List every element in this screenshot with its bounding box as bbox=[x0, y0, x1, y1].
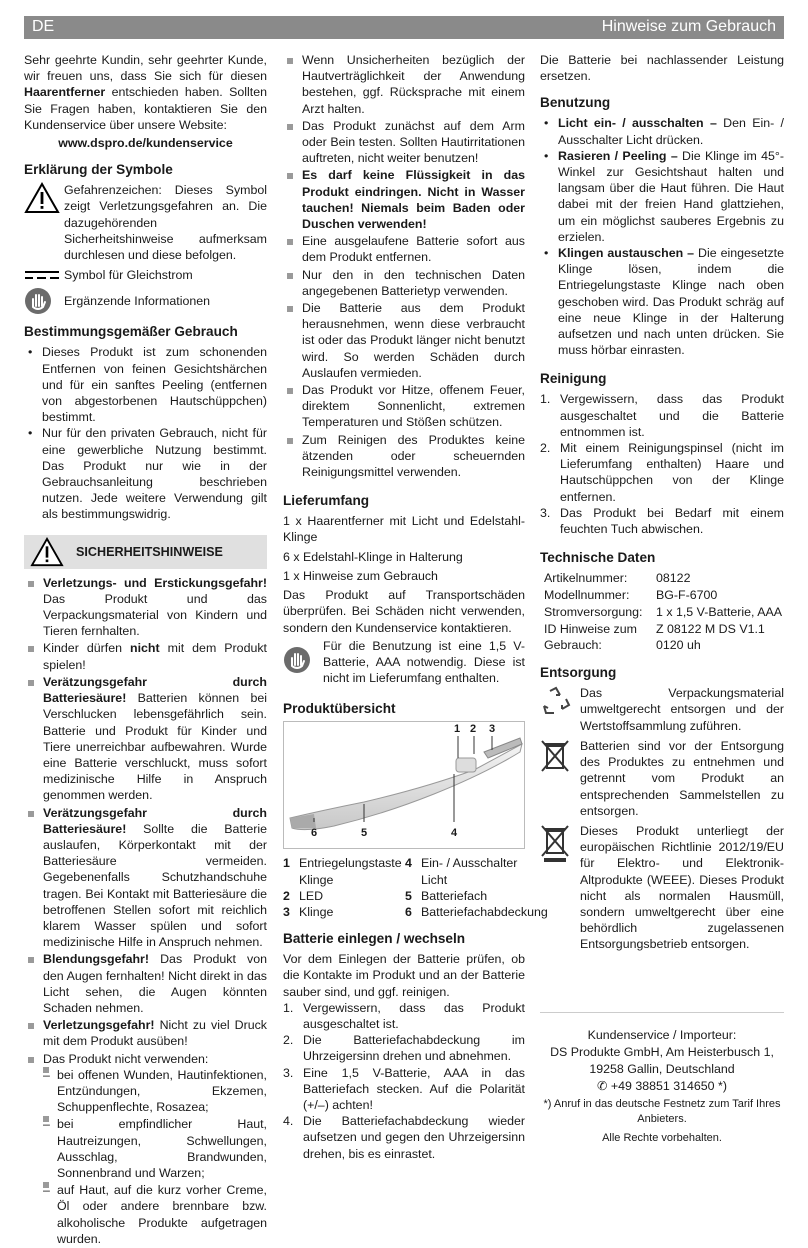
list-item: Verletzungs- und Erstickungsgefahr! Das Produkt und das Verpackungsmaterial von Kindern und Tieren fernhalten. bbox=[24, 575, 267, 640]
list-item: – bei empfindlicher Haut, Hautreizungen, Schwellungen, Ausschlag, Brandwunden, Sonnenbrand und Warzen; bbox=[43, 1116, 267, 1181]
list-item: – auf Haut, auf die kurz vorher Creme, Öl oder andere brennbare bzw. alkoholische Produkte aufgetragen wurden. bbox=[43, 1182, 267, 1247]
list-item: Eine ausgelaufene Batterie sofort aus dem Produkt entfernen. bbox=[283, 233, 525, 265]
delivery-item: 1 x Haarentferner mit Licht und Edelstahl-Klinge bbox=[283, 514, 525, 545]
list-item: Verletzungsgefahr! Nicht zu viel Druck mit dem Produkt ausüben! bbox=[24, 1017, 267, 1049]
battery-steps bbox=[283, 1000, 525, 1162]
parts-legend: 1 Entriegelungstaste Klinge 4 Ein- / Ausschalter Licht 2 LED 5 Batteriefach 3 Klinge 6 Batteriefachabdeckung bbox=[283, 856, 548, 919]
list-item: • Rasieren / Peeling – Die Klinge im 45°-Winkel zur Gesichtshaut halten und langsam über die Haut führen. Die Haut dabei mit der freien Hand glattziehen, um ein möglichst sauberes Ergebnis zu erzielen. bbox=[540, 148, 784, 245]
page-header-bar bbox=[24, 16, 784, 39]
cleaning-heading: Reinigung bbox=[540, 371, 607, 387]
product-illustration bbox=[284, 722, 524, 848]
list-item: Verätzungsgefahr durch Batteriesäure! Batterien können bei Verschlucken lebensgefährlich sein. Batterie und Produkt für Kinder und Tiere unerreichbar aufbewahren. Wurde eine Batterie verschluckt, muss sofort medizinische Hilfe in Anspruch genommen werden. bbox=[24, 674, 267, 804]
list-item: Das Produkt zunächst auf dem Arm oder Bein testen. Sollten Hautirritationen auftreten, nicht weiter benutzen! bbox=[283, 118, 525, 167]
list-item: Es darf keine Flüssigkeit in das Produkt eindringen. Nicht in Wasser tauchen! Niemals beim Baden oder Duschen verwenden! bbox=[283, 167, 525, 232]
delivery-info-row: Für die Benutzung ist eine 1,5 V-Batterie, AAA notwendig. Diese ist nicht im Lieferumfang enthalten. bbox=[283, 638, 525, 687]
symbol-dc-row: Symbol für Gleichstrom bbox=[24, 267, 267, 283]
product-figure bbox=[283, 721, 525, 849]
list-item: 4. Die Batteriefachabdeckung wieder aufsetzen und gegen den Uhrzeigersinn drehen, bis es einrastet. bbox=[283, 1114, 525, 1161]
disposal-heading: Entsorgung bbox=[540, 665, 617, 681]
intended-use-heading: Bestimmungsgemäßer Gebrauch bbox=[24, 324, 238, 340]
list-item: 1. Vergewissern, dass das Produkt ausgeschaltet ist. bbox=[283, 1000, 525, 1031]
column-left bbox=[24, 52, 267, 1248]
tech-heading: Technische Daten bbox=[540, 550, 656, 566]
usage-list bbox=[540, 115, 784, 358]
weee-bin-icon bbox=[540, 823, 570, 863]
callout-label: 1 bbox=[454, 723, 461, 736]
intended-use-list bbox=[24, 344, 267, 522]
list-item: 1. Vergewissern, dass das Produkt ausgeschaltet und die Batterie entnommen ist. bbox=[540, 392, 784, 439]
list-item: Wenn Unsicherheiten bezüglich der Hautverträglichkeit der Anwendung bestehen, ggf. Rücksprache mit einem Arzt halten. bbox=[283, 52, 525, 117]
direct-current-icon bbox=[24, 269, 60, 281]
delivery-note: Das Produkt auf Transportschäden überprüfen. Bei Schäden nicht verwenden, sondern den Kundenservice kontaktieren. bbox=[283, 588, 525, 635]
list-item: 3. Eine 1,5 V-Batterie, AAA in das Batteriefach stecken. Auf die Polarität (+/–) achten! bbox=[283, 1065, 525, 1112]
footer-contact: Kundenservice / Importeur: DS Produkte GmbH, Am Heisterbusch 1, 19258 Gallin, Deutschland ✆ +49 38851 314650 *) *) Anruf in das deutsche Festnetz zum Tarif Ihres Anbieters. Alle Rechte vorbehalten. bbox=[540, 1012, 784, 1146]
page-title: Hinweise zum Gebrauch bbox=[601, 18, 776, 36]
phone-icon: ✆ bbox=[597, 1079, 608, 1093]
list-item: • Licht ein- / ausschalten – Den Ein- / Ausschalter Licht drücken. bbox=[540, 115, 784, 147]
crossed-bin-icon bbox=[540, 738, 570, 774]
safety-list-continued bbox=[283, 52, 525, 480]
list-item: Kinder dürfen nicht mit dem Produkt spielen! bbox=[24, 640, 267, 672]
list-item: 3. Das Produkt bei Bedarf mit einem feuchten Tuch abwischen. bbox=[540, 505, 784, 537]
recycling-icon bbox=[540, 685, 572, 717]
overview-heading: Produktübersicht bbox=[283, 701, 396, 717]
list-item: Das Produkt vor Hitze, offenem Feuer, direktem Sonnenlicht, extremen Temperaturen und Stößen schützen. bbox=[283, 382, 525, 431]
callout-label: 2 bbox=[470, 723, 477, 736]
list-item: 2. Mit einem Reinigungspinsel (nicht im Lieferumfang enthalten) Haare und Hautschüppchen von der Klinge entfernen. bbox=[540, 441, 784, 504]
list-item: 2. Die Batteriefachabdeckung im Uhrzeigersinn drehen und abnehmen. bbox=[283, 1033, 525, 1064]
delivery-item: 1 x Hinweise zum Gebrauch bbox=[283, 568, 438, 583]
phone-line: ✆ +49 38851 314650 *) bbox=[597, 1079, 727, 1093]
list-item: Das Produkt nicht verwenden: – bei offenen Wunden, Hautinfektionen, Entzündungen, Ekzemen, Schuppenflechte, Rosazea; – bei empfindlicher Haut, Hautreizungen, Schwellungen, Ausschlag, Brandwunden, Sonnenbrand und Warzen; – auf Haut, auf die kurz vorher Creme, Öl oder andere brennbare bzw. alkoholische Produkte aufgetragen wurden. bbox=[24, 1051, 267, 1247]
callout-label: 4 bbox=[451, 827, 458, 840]
list-item: • Klingen austauschen – Die eingesetzte Klinge lösen, indem die Entriegelungstaste Klinge nach oben geschoben wird. Das Produkt schräg auf eine neue Klinge in der Halterung aufsetzen und nach unten drücken. Sie muss hörbar einrasten. bbox=[540, 245, 784, 358]
callout-label: 5 bbox=[361, 827, 368, 840]
usage-heading: Benutzung bbox=[540, 95, 611, 111]
table-row: ID Hinweise zum Gebrauch: Z 08122 M DS V1.1 0120 uh bbox=[544, 622, 765, 653]
callout-label: 3 bbox=[489, 723, 496, 736]
list-item: • Dieses Produkt ist zum schonenden Entfernen von feinen Gesichtshärchen und für ein sanftes Peeling (entfernen von abgestorbenen Hautschüppchen) bestimmt. bbox=[24, 344, 267, 425]
intro-text: Sehr geehrte Kundin, sehr geehrter Kunde, wir freuen uns, dass Sie sich für diesen Haarentferner entschieden haben. Sollten Sie Fragen haben, kontaktieren Sie den Kundenservice über unsere Website: bbox=[24, 53, 267, 132]
warning-triangle-icon bbox=[30, 537, 64, 567]
disposal-battery-row: Batterien sind vor der Entsorgung des Produktes zu entnehmen und getrennt vom Produkt an entsprechenden Sammelstellen zu entsorgen. bbox=[540, 738, 784, 819]
list-item: Zum Reinigen des Produktes keine ätzenden oder scheuernden Reinigungsmittel verwenden. bbox=[283, 432, 525, 481]
symbols-heading: Erklärung der Symbole bbox=[24, 162, 173, 178]
delivery-item: 6 x Edelstahl-Klinge in Halterung bbox=[283, 549, 463, 564]
safety-list bbox=[24, 575, 267, 1247]
callout-label: 6 bbox=[311, 827, 318, 840]
disposal-packaging-row: Das Verpackungsmaterial umweltgerecht entsorgen und der Wertstoffsammlung zuführen. bbox=[540, 685, 784, 734]
safety-heading: SICHERHEITSHINWEISE bbox=[76, 544, 223, 559]
info-hand-icon bbox=[24, 287, 52, 315]
delivery-heading: Lieferumfang bbox=[283, 493, 370, 509]
list-item: – bei offenen Wunden, Hautinfektionen, Entzündungen, Ekzemen, Schuppenflechte, Rosazea; bbox=[43, 1067, 267, 1116]
list-item: Die Batterie aus dem Produkt herausnehmen, wenn diese verbraucht ist oder das Produkt länger nicht benutzt wird. So werden Schäden durch Auslaufen vermieden. bbox=[283, 300, 525, 381]
language-code: DE bbox=[32, 18, 55, 36]
safety-heading-bar bbox=[24, 535, 267, 569]
symbol-info-row: Ergänzende Informationen bbox=[24, 287, 267, 315]
battery-heading: Batterie einlegen / wechseln bbox=[283, 931, 466, 947]
column-middle bbox=[283, 52, 548, 1162]
website-link[interactable]: www.dspro.de/kundenservice bbox=[58, 136, 233, 151]
warning-triangle-icon bbox=[24, 182, 60, 214]
table-row: Modellnummer: BG-F-6700 bbox=[544, 588, 718, 603]
table-row: Stromversorgung: 1 x 1,5 V-Batterie, AAA bbox=[544, 605, 783, 620]
list-item: • Nur für den privaten Gebrauch, nicht für eine gewerbliche Nutzung bestimmt. Das Produkt nur wie in der Gebrauchsanleitung beschrieben nutzen. Jede weitere Verwendung gilt als bestimmungswidrig. bbox=[24, 425, 267, 522]
symbol-warning-row: Gefahrenzeichen: Dieses Symbol zeigt Verletzungsgefahren an. Die dazugehörenden Sicherheitshinweise aufmerksam durchlesen und diese befolgen. bbox=[24, 182, 267, 263]
info-hand-icon bbox=[283, 646, 311, 674]
column-right bbox=[540, 52, 784, 957]
list-item: Blendungsgefahr! Das Produkt von den Augen fernhalten! Nicht direkt in das Licht sehen, die Augen könnten Schaden nehmen. bbox=[24, 951, 267, 1016]
table-row: Artikelnummer: 08122 bbox=[544, 571, 691, 586]
sublist bbox=[43, 1067, 267, 1247]
battery-continued: Die Batterie bei nachlassender Leistung ersetzen. bbox=[540, 53, 784, 84]
disposal-weee-row: Dieses Produkt unterliegt der europäischen Richtlinie 2012/19/EU für Elektro- und Elektronik-Altprodukte (WEEE). Dieses Produkt nicht als normalen Hausmüll, sondern umweltgerecht über eine behördlich zugelassenen Entsorgungsbetrieb entsorgen. bbox=[540, 823, 784, 953]
list-item: Verätzungsgefahr durch Batteriesäure! Sollte die Batterie auslaufen, Körperkontakt mit der Batteriesäure vermeiden. Gegebenenfalls Schutzhandschuhe tragen. Bei Kontakt mit Batteriesäure die betroffenen Stellen sofort mit reichlich klarem Wasser spülen und sofort medizinische Hilfe in Anspruch nehmen. bbox=[24, 805, 267, 951]
cleaning-steps bbox=[540, 391, 784, 537]
tech-table bbox=[540, 570, 784, 654]
list-item: Nur den in den technischen Daten angegebenen Batterietyp verwenden. bbox=[283, 267, 525, 299]
battery-intro: Vor dem Einlegen der Batterie prüfen, ob die Kontakte im Produkt und an der Batterie sauber sind, und ggf. reinigen. bbox=[283, 952, 525, 999]
